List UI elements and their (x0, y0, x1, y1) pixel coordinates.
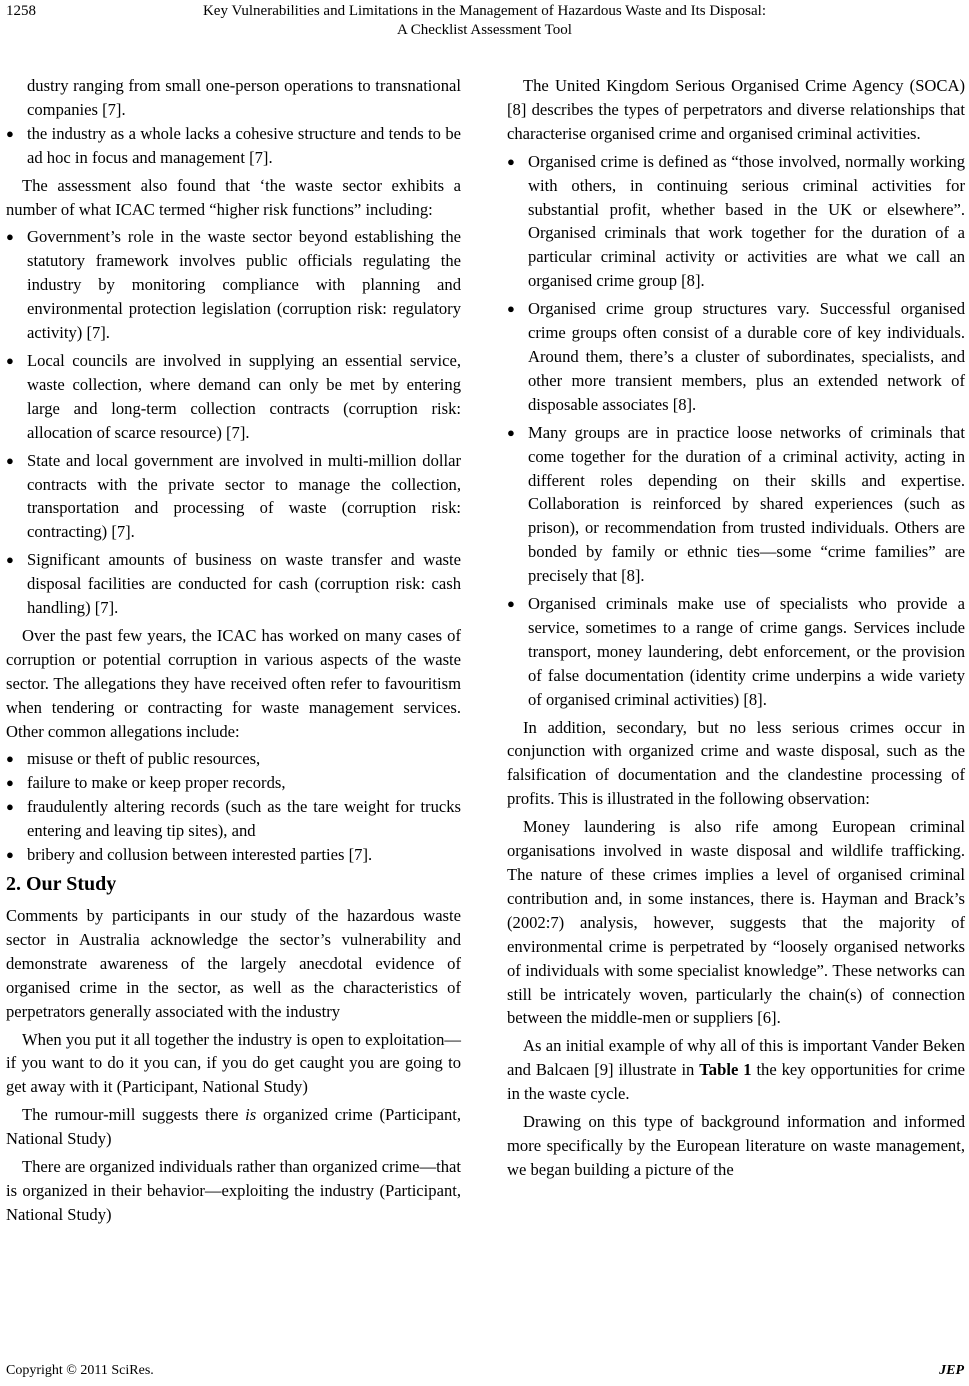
running-title-line2: A Checklist Assessment Tool (397, 22, 572, 38)
quote-organized-individuals: There are organized individuals rather than organized crime—that is organized in their behavior—exploiting the industry (Participant, National Study) (6, 1157, 461, 1224)
bullet-risk-cash: ● Significant amounts of business on waste transfer and waste disposal facilities are conducted for cash (corruption risk: cash handling) [7]. (6, 550, 461, 618)
bullet-icon: ● (6, 799, 14, 815)
right-column (507, 74, 965, 1182)
bullet-icon: ● (6, 552, 14, 568)
page-number: 1258 (6, 3, 36, 19)
bullet-specialists: ● Organised criminals make use of specialists who provide a service, sometimes to a range of crime gangs. Services include transport, money laundering, debt enforcement, or the provision of false documentation (identity crime underpins a wide variety of organised criminal activities) [8]. (507, 594, 965, 709)
bullet-icon: ● (6, 452, 14, 468)
bullet-icon: ● (507, 301, 515, 317)
bullet-icon: ● (6, 847, 14, 863)
bullet-icon: ● (507, 596, 515, 612)
bullet-icon: ● (507, 153, 515, 169)
bullet-organised-crime-definition: ● Organised crime is defined as “those involved, normally working with others, in continuing serious criminal activities for substantial profit, whether based in the UK or elsewhere”. Organised criminals that work together for the duration of a particular criminal activity or activities are what we call an organised crime group [8]. (507, 151, 965, 291)
bullet-icon: ● (6, 352, 14, 368)
paragraph-icac: Over the past few years, the ICAC has worked on many cases of corruption or potential corruption in various aspects of the waste sector. The allegations they have received often refer to favouritism when tendering or contracting for waste management services. Other common allegations include: (6, 625, 461, 741)
section-heading: 2. Our Study (6, 873, 117, 895)
quote-exploitation: When you put it all together the industry is open to exploitation—if you want to do it you can, if you do get caught you are going to get away with it (Participant, National Study) (6, 1029, 461, 1097)
page-footer (6, 1362, 964, 1380)
paragraph-assessment: The assessment also found that ‘the waste sector exhibits a number of what ICAC termed “higher risk functions” including: (6, 175, 461, 219)
bullet-icon: ● (6, 775, 14, 791)
bullet-allegation-records: ● failure to make or keep proper records, (6, 771, 461, 795)
paragraph-study: Comments by participants in our study of the hazardous waste sector in Australia acknowledge the sector’s vulnerability and demonstrate awareness of the largely anecdotal evidence of organised crime in the sector, as well as the characteristics of perpetrators generally associated with the industry (6, 906, 461, 1021)
journal-abbreviation: JEP (939, 1363, 964, 1378)
bullet-risk-contracting: ● State and local government are involved in multi-million dollar contracts with the private sector to manage the collection, transportation and processing of waste (corruption risk: contracting) [7]. (6, 450, 461, 542)
bullet-risk-scarce-resource: ● Local councils are involved in supplying an essential service, waste collection, where demand can only be met by entering large and long-term collection contracts (corruption risk: allocation of scarce resource) [7]. (6, 350, 461, 442)
running-title-line1: Key Vulnerabilities and Limitations in the Management of Hazardous Waste and Its Disposal: (202, 3, 767, 19)
paragraph-secondary-crimes: In addition, secondary, but no less serious crimes occur in conjunction with organized crime and waste disposal, such as the falsification of documentation and the clandestine processing of profits. This is illustrated in the following observation: (507, 717, 965, 809)
bullet-icon: ● (6, 125, 14, 141)
bullet-icon: ● (6, 751, 14, 767)
bullet-industry-structure: ● the industry as a whole lacks a cohesive structure and tends to be ad hoc in focus and management [7]. (6, 123, 461, 167)
bullet-allegation-misuse: ● misuse or theft of public resources, (6, 747, 461, 771)
bullet-loose-networks: ● Many groups are in practice loose networks of criminals that come together for the duration of a criminal activity, acting in different roles depending on their skills and expertise. Collaboration is reinforced by shared experiences (such as prison), or recommendation from trusted individuals. Others are bonded by family or ethnic ties—some “crime families” are precisely that [8]. (507, 422, 965, 586)
left-column (6, 74, 461, 1227)
table-1-reference: Table 1 (699, 1060, 752, 1080)
quote-rumour-mill: The rumour-mill suggests there is organized crime (Participant, National Study) (6, 1105, 462, 1149)
bullet-allegation-altering: ● fraudulently altering records (such as the tare weight for trucks entering and leaving tip sites), and (6, 797, 461, 841)
bullet-group-structures: ● Organised crime group structures vary. Successful organised crime groups often consist of a durable core of key individuals. Around them, there’s a cluster of subordinates, specialists, and other more transient members, plus an extended network of disposable associates [8]. (507, 299, 965, 414)
bullet-icon: ● (6, 229, 14, 245)
bullet-continuation: dustry ranging from small one-person operations to transnational companies [7]. (27, 76, 461, 119)
page-header (0, 2, 969, 42)
quote-money-laundering: Money laundering is also rife among European criminal organisations involved in waste disposal and wildlife trafficking. The nature of these crimes implies a level of organised criminal contribution and, in some instances, there is. Hayman and Brack’s (2002:7) analysis, however, suggests that the majority of environmental crime is perpetrated by “loosely organised networks of individuals with some specialist knowledge”. These networks can still be intricately woven, particularly the chain(s) of connection between the middle-men or suppliers [6]. (507, 817, 965, 1028)
bullet-risk-regulatory: ● Government’s role in the waste sector beyond establishing the statutory framework involves public officials regulating the industry by monitoring compliance with planning and environmental protection legislation (corruption risk: regulatory activity) [7]. (6, 227, 461, 343)
copyright-notice: Copyright © 2011 SciRes. (6, 1363, 154, 1378)
paragraph-soca: The United Kingdom Serious Organised Crime Agency (SOCA) [8] describes the types of perpetrators and diverse relationships that characterise organised crime and organised criminal activities. (507, 76, 965, 143)
bullet-icon: ● (507, 424, 515, 440)
bullet-allegation-bribery: ● bribery and collusion between interested parties [7]. (6, 843, 461, 867)
paragraph-drawing: Drawing on this type of background information and informed more specifically by the European literature on waste management, we began building a picture of the (507, 1112, 965, 1179)
paragraph-table-reference: As an initial example of why all of this is important Vander Beken and Balcaen [9] illustrate in Table 1 the key opportunities for crime in the waste cycle. (507, 1036, 965, 1104)
